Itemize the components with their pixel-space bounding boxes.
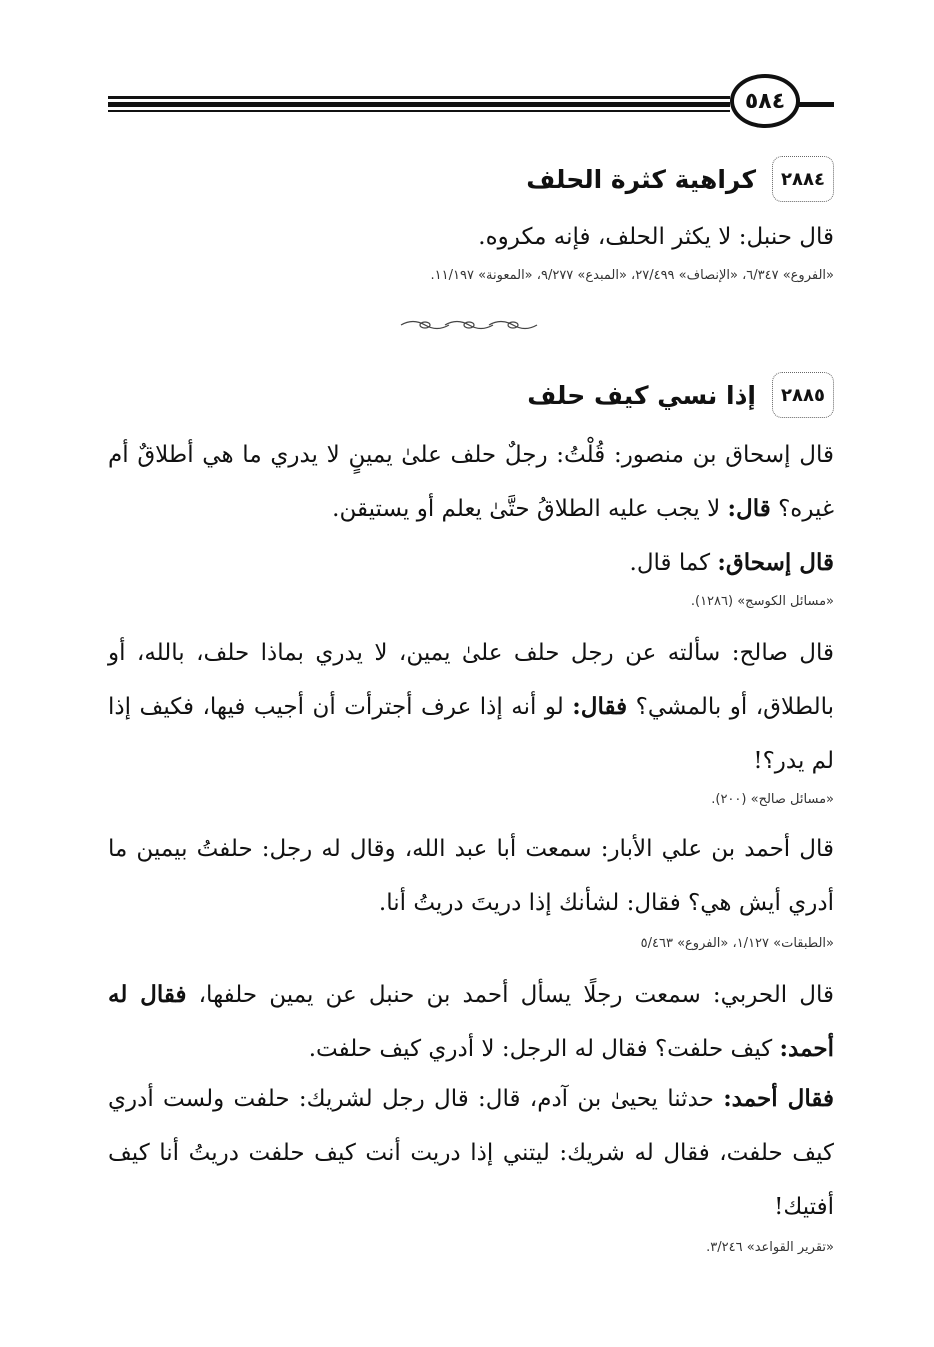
- paragraph: قال صالح: سألته عن رجل حلف علىٰ يمين، لا يدري بماذا حلف، بالله، أو بالطلاق، أو بالمشي؟ فقال: لو أنه إذا عرف أجترأت أن أجيب فيها، فكيف إذا لم يدر؟!: [108, 640, 834, 774]
- section-heading: [108, 156, 834, 202]
- reference-note: «تقرير القواعد» ٣/٢٤٦.: [706, 1240, 834, 1255]
- header-rule: [108, 110, 730, 112]
- paragraph: فقال أحمد: حدثنا يحيىٰ بن آدم، قال: قال رجل لشريك: حلفت ولست أدري كيف حلفت، فقال له شريك: ليتني إذا دريت أنت كيف حلفت دريتُ أنا كيف أفتيك!: [108, 1085, 834, 1220]
- page-number: ٥٨٤: [730, 74, 800, 128]
- header-rule-tail: [798, 102, 834, 107]
- reference-note: «مسائل الكوسج» (١٢٨٦).: [690, 594, 834, 609]
- paragraph: قال أحمد بن علي الأبار: سمعت أبا عبد الله، وقال له رجل: حلفتُ بيمين ما أدري أيش هي؟ فقال: لشأنك إذا دريتَ دريتُ أنا.: [108, 836, 834, 916]
- section-title: كراهية كثرة الحلف: [526, 164, 756, 194]
- header-rule: [108, 96, 730, 99]
- paragraph: قال إسحاق بن منصور: قُلْتُ: رجلٌ حلف علىٰ يمينٍ لا يدري ما هي أطلاقٌ أم غيره؟ قال: لا يجب عليه الطلاقُ حتَّىٰ يعلم أو يستيقن.: [108, 442, 834, 522]
- page-header: [108, 70, 834, 140]
- paragraph: قال إسحاق: كما قال.: [629, 549, 834, 576]
- reference-note: «الفروع» ٦/٣٤٧، «الإنصاف» ٢٧/٤٩٩، «المبدع» ٩/٢٧٧، «المعونة» ١١/١٩٧.: [430, 268, 834, 283]
- reference-note: «مسائل صالح» (٢٠٠).: [711, 792, 834, 807]
- section-title: إذا نسي كيف حلف: [527, 380, 756, 410]
- section-number-badge: ٢٨٨٤: [772, 156, 834, 202]
- section-number-badge: ٢٨٨٥: [772, 372, 834, 418]
- header-rule: [108, 102, 730, 107]
- paragraph: قال حنبل: لا يكثر الحلف، فإنه مكروه.: [478, 224, 834, 250]
- section-heading: [108, 372, 834, 418]
- paragraph: قال الحربي: سمعت رجلًا يسأل أحمد بن حنبل عن يمين حلفها، فقال له أحمد: كيف حلفت؟ فقال له الرجل: لا أدري كيف حلفت.: [108, 981, 835, 1062]
- reference-note: «الطبقات» ١/١٢٧، «الفروع» ٥/٤٦٣: [640, 936, 834, 951]
- ornament-divider: [397, 318, 541, 332]
